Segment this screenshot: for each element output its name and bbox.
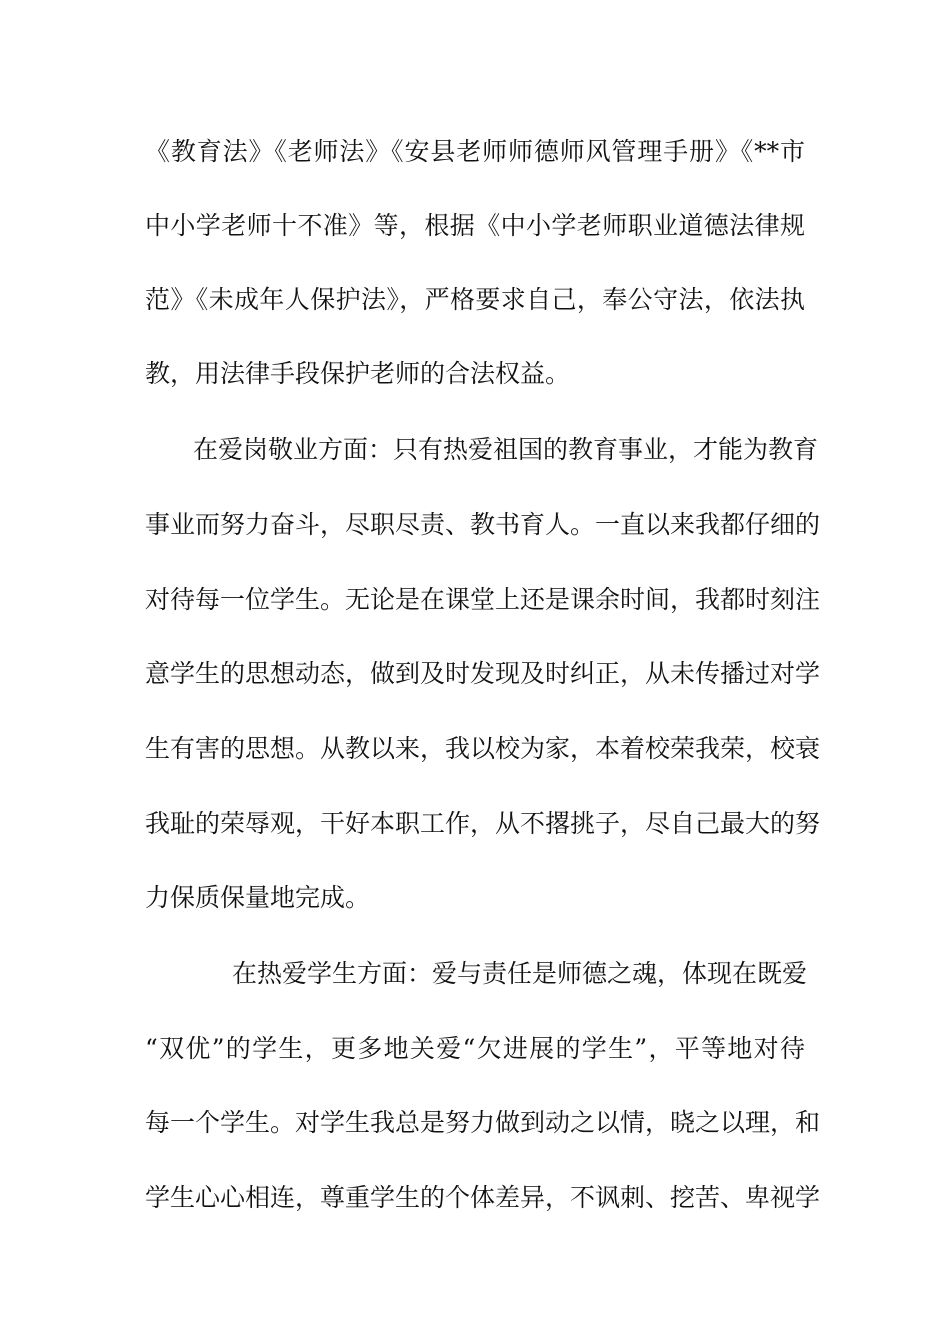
text-line: 学生心心相连，尊重学生的个体差异，不讽刺、挖苦、卑视学 — [145, 1183, 821, 1212]
text-line: 我耻的荣辱观，干好本职工作，从不撂挑子，尽自己最大的努 — [145, 809, 821, 838]
text-line: 意学生的思想动态，做到及时发现及时纠正，从未传播过对学 — [145, 659, 821, 688]
text-line: 《教育法》《老师法》《安县老师师德师风管理手册》《**市 — [145, 137, 805, 166]
text-line: 每一个学生。对学生我总是努力做到动之以情，晓之以理，和 — [145, 1108, 821, 1137]
paragraph-first-line: 在热爱学生方面：爱与责任是师德之魂，体现在既爱 — [232, 959, 808, 988]
text-line: 事业而努力奋斗，尽职尽责、教书育人。一直以来我都仔细的 — [145, 510, 821, 539]
text-line: 中小学老师十不准》等，根据《中小学老师职业道德法律规 — [145, 211, 805, 240]
text-line: 对待每一位学生。无论是在课堂上还是课余时间，我都时刻注 — [145, 585, 821, 614]
text-line: 范》《未成年人保护法》，严格要求自己，奉公守法，依法执 — [145, 285, 805, 314]
paragraph-first-line: 在爱岗敬业方面：只有热爱祖国的教育事业，才能为教育 — [193, 435, 819, 464]
text-line: “双优”的学生，更多地关爱“欠进展的学生”，平等地对待 — [145, 1034, 805, 1063]
text-line: 力保质保量地完成。 — [145, 883, 371, 912]
text-line: 生有害的思想。从教以来，我以校为家，本着校荣我荣，校衰 — [145, 734, 821, 763]
text-line: 教，用法律手段保护老师的合法权益。 — [145, 359, 571, 388]
